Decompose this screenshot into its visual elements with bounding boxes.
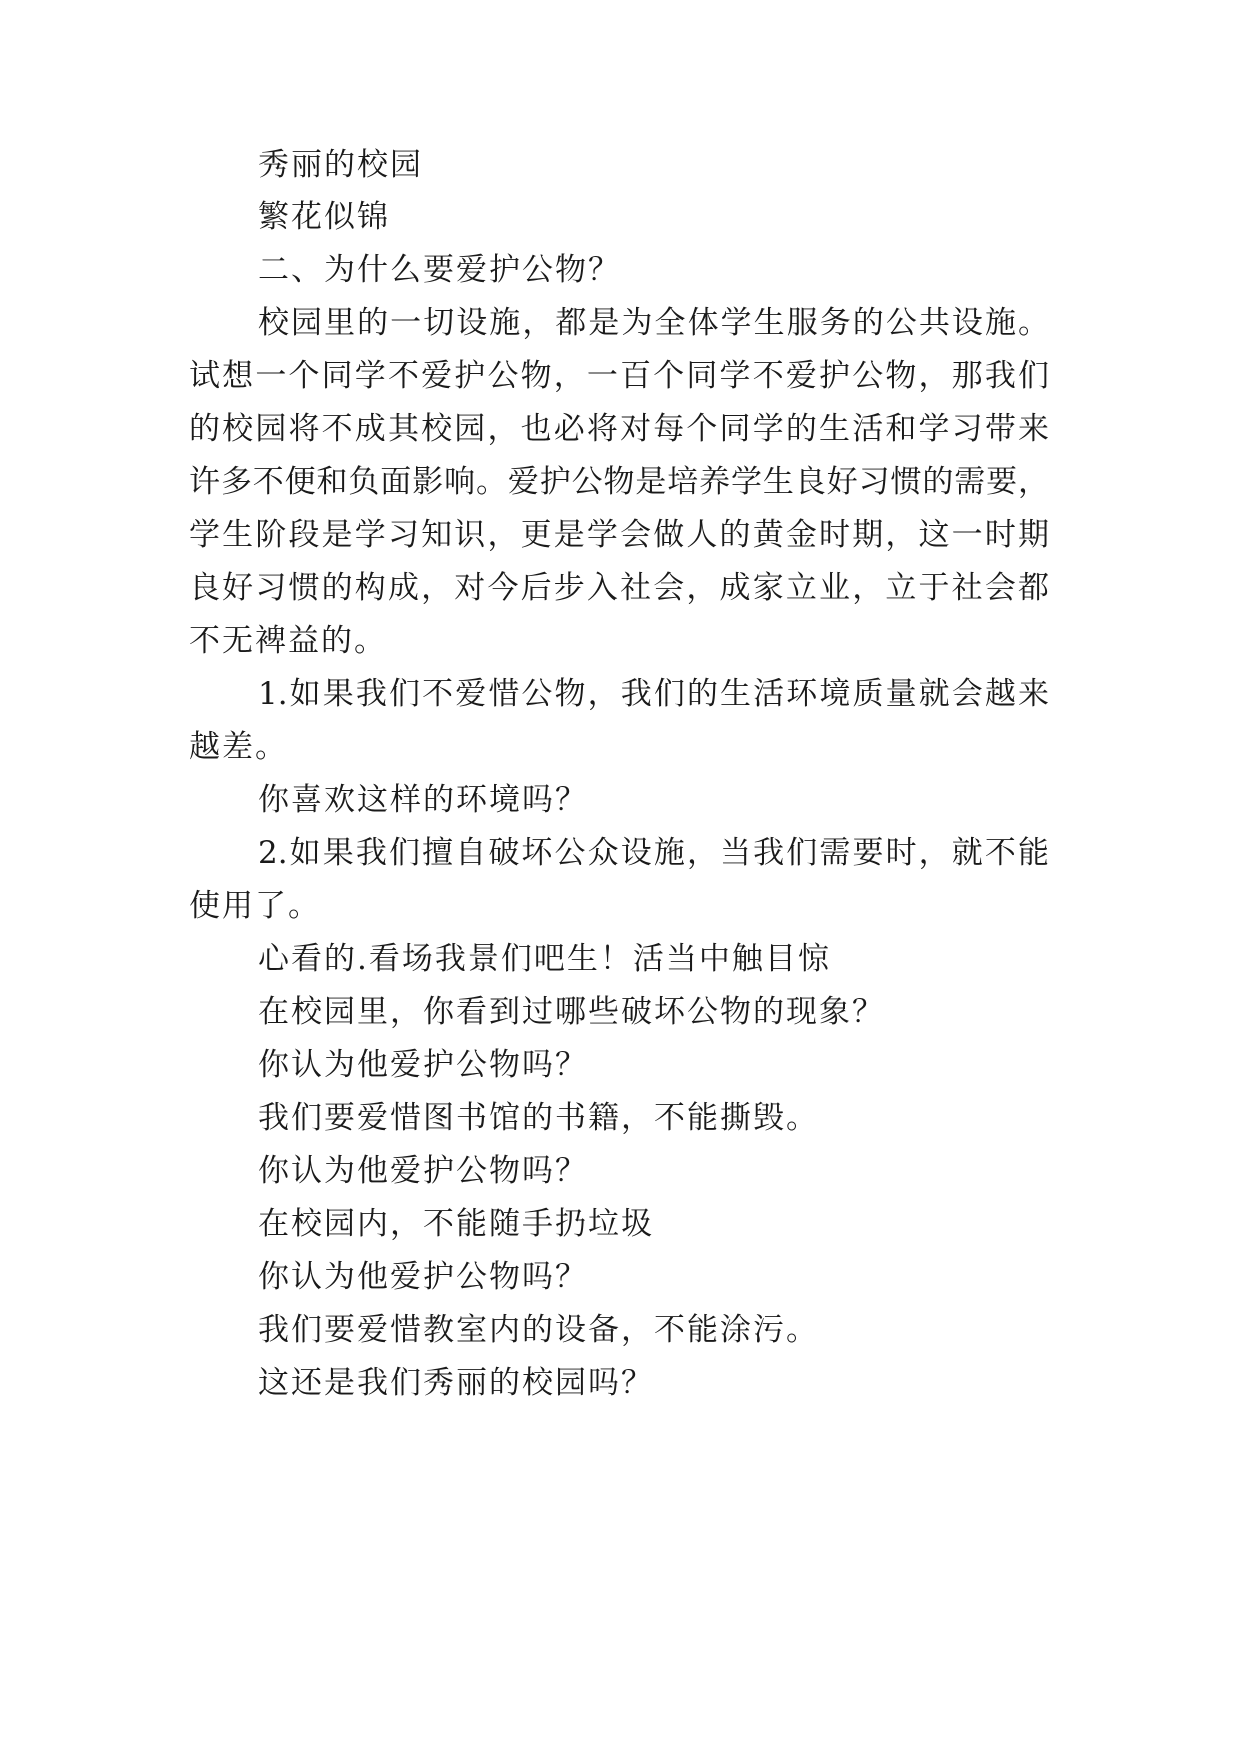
paragraph-line: 2.如果我们擅自破坏公众设施，当我们需要时，就不能: [258, 835, 1049, 871]
text-line: 你认为他爱护公物吗？: [258, 1259, 588, 1295]
paragraph-line: 的校园将不成其校园，也必将对每个同学的生活和学习带来: [189, 411, 1049, 447]
text-line: 这还是我们秀丽的校园吗？: [258, 1365, 654, 1401]
section-heading: 二、为什么要爱护公物？: [258, 252, 621, 288]
paragraph-line: 1.如果我们不爱惜公物，我们的生活环境质量就会越来: [258, 676, 1049, 712]
text-line: 心看的.看场我景们吧生！活当中触目惊: [258, 941, 831, 977]
paragraph-line: 不无裨益的。: [189, 623, 387, 659]
paragraph-line: 使用了。: [189, 888, 321, 924]
text-line: 你认为他爱护公物吗？: [258, 1047, 588, 1083]
paragraph-line: 许多不便和负面影响。爱护公物是培养学生良好习惯的需要，: [189, 464, 1049, 500]
text-line: 在校园里，你看到过哪些破坏公物的现象？: [258, 994, 885, 1030]
paragraph-line: 越差。: [189, 729, 288, 765]
paragraph-line: 校园里的一切设施，都是为全体学生服务的公共设施。: [258, 305, 1049, 341]
paragraph-line: 学生阶段是学习知识，更是学会做人的黄金时期，这一时期: [189, 517, 1049, 553]
text-line: 秀丽的校园: [258, 147, 423, 183]
paragraph-line: 良好习惯的构成，对今后步入社会，成家立业，立于社会都: [189, 570, 1049, 606]
text-line: 你认为他爱护公物吗？: [258, 1153, 588, 1189]
paragraph-line: 试想一个同学不爱护公物，一百个同学不爱护公物，那我们: [189, 358, 1049, 394]
text-line: 我们要爱惜教室内的设备，不能涂污。: [258, 1312, 819, 1348]
text-line: 繁花似锦: [258, 199, 390, 235]
text-line: 我们要爱惜图书馆的书籍，不能撕毁。: [258, 1100, 819, 1136]
text-line: 你喜欢这样的环境吗？: [258, 782, 588, 818]
text-line: 在校园内，不能随手扔垃圾: [258, 1206, 654, 1242]
